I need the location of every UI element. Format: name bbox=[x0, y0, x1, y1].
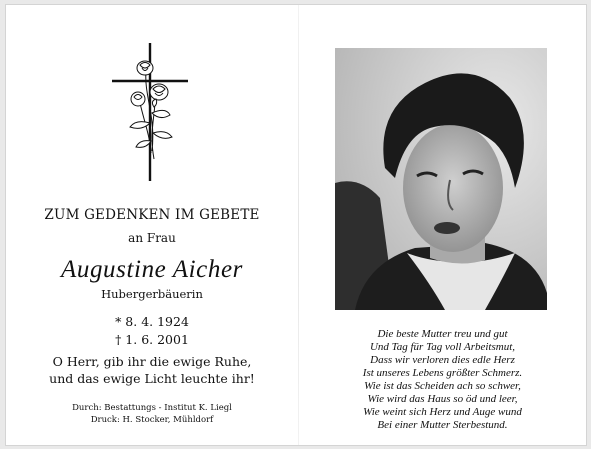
right-panel bbox=[299, 5, 586, 445]
poem-line: Ist unseres Lebens größter Schmerz. bbox=[362, 367, 523, 379]
prayer-line: und das ewige Licht leuchte ihr! bbox=[49, 371, 255, 386]
poem-line: Bei einer Mutter Sterbestund. bbox=[377, 419, 508, 431]
poem-line: Wie weint sich Herz und Auge wund bbox=[363, 406, 522, 418]
deceased-name: Augustine Aicher bbox=[60, 256, 244, 283]
headline: ZUM GEDENKEN IM GEBETE bbox=[44, 207, 260, 223]
salutation: an Frau bbox=[128, 231, 176, 245]
poem-line: Und Tag für Tag voll Arbeitsmut, bbox=[369, 341, 516, 353]
portrait-photo bbox=[335, 48, 547, 310]
poem-line: Wie wird das Haus so öd und leer, bbox=[367, 393, 518, 405]
poem-line: Die beste Mutter treu und gut bbox=[377, 328, 508, 340]
funeral-home-credit: Durch: Bestattungs - Institut K. Liegl bbox=[72, 403, 232, 413]
birth-date: * 8. 4. 1924 bbox=[115, 314, 189, 329]
left-panel bbox=[6, 5, 298, 445]
memorial-poem bbox=[299, 328, 586, 432]
occupation: Hubergerbäuerin bbox=[101, 287, 203, 301]
death-date: † 1. 6. 2001 bbox=[115, 332, 189, 347]
poem-line: Wie ist das Scheiden ach so schwer, bbox=[364, 380, 521, 392]
prayer-line: O Herr, gib ihr die ewige Ruhe, bbox=[52, 354, 252, 369]
printer-credit: Druck: H. Stocker, Mühldorf bbox=[90, 415, 214, 425]
cross-with-roses-icon bbox=[110, 41, 190, 183]
memorial-card bbox=[6, 5, 586, 445]
poem-line: Dass wir verloren dies edle Herz bbox=[370, 354, 515, 366]
